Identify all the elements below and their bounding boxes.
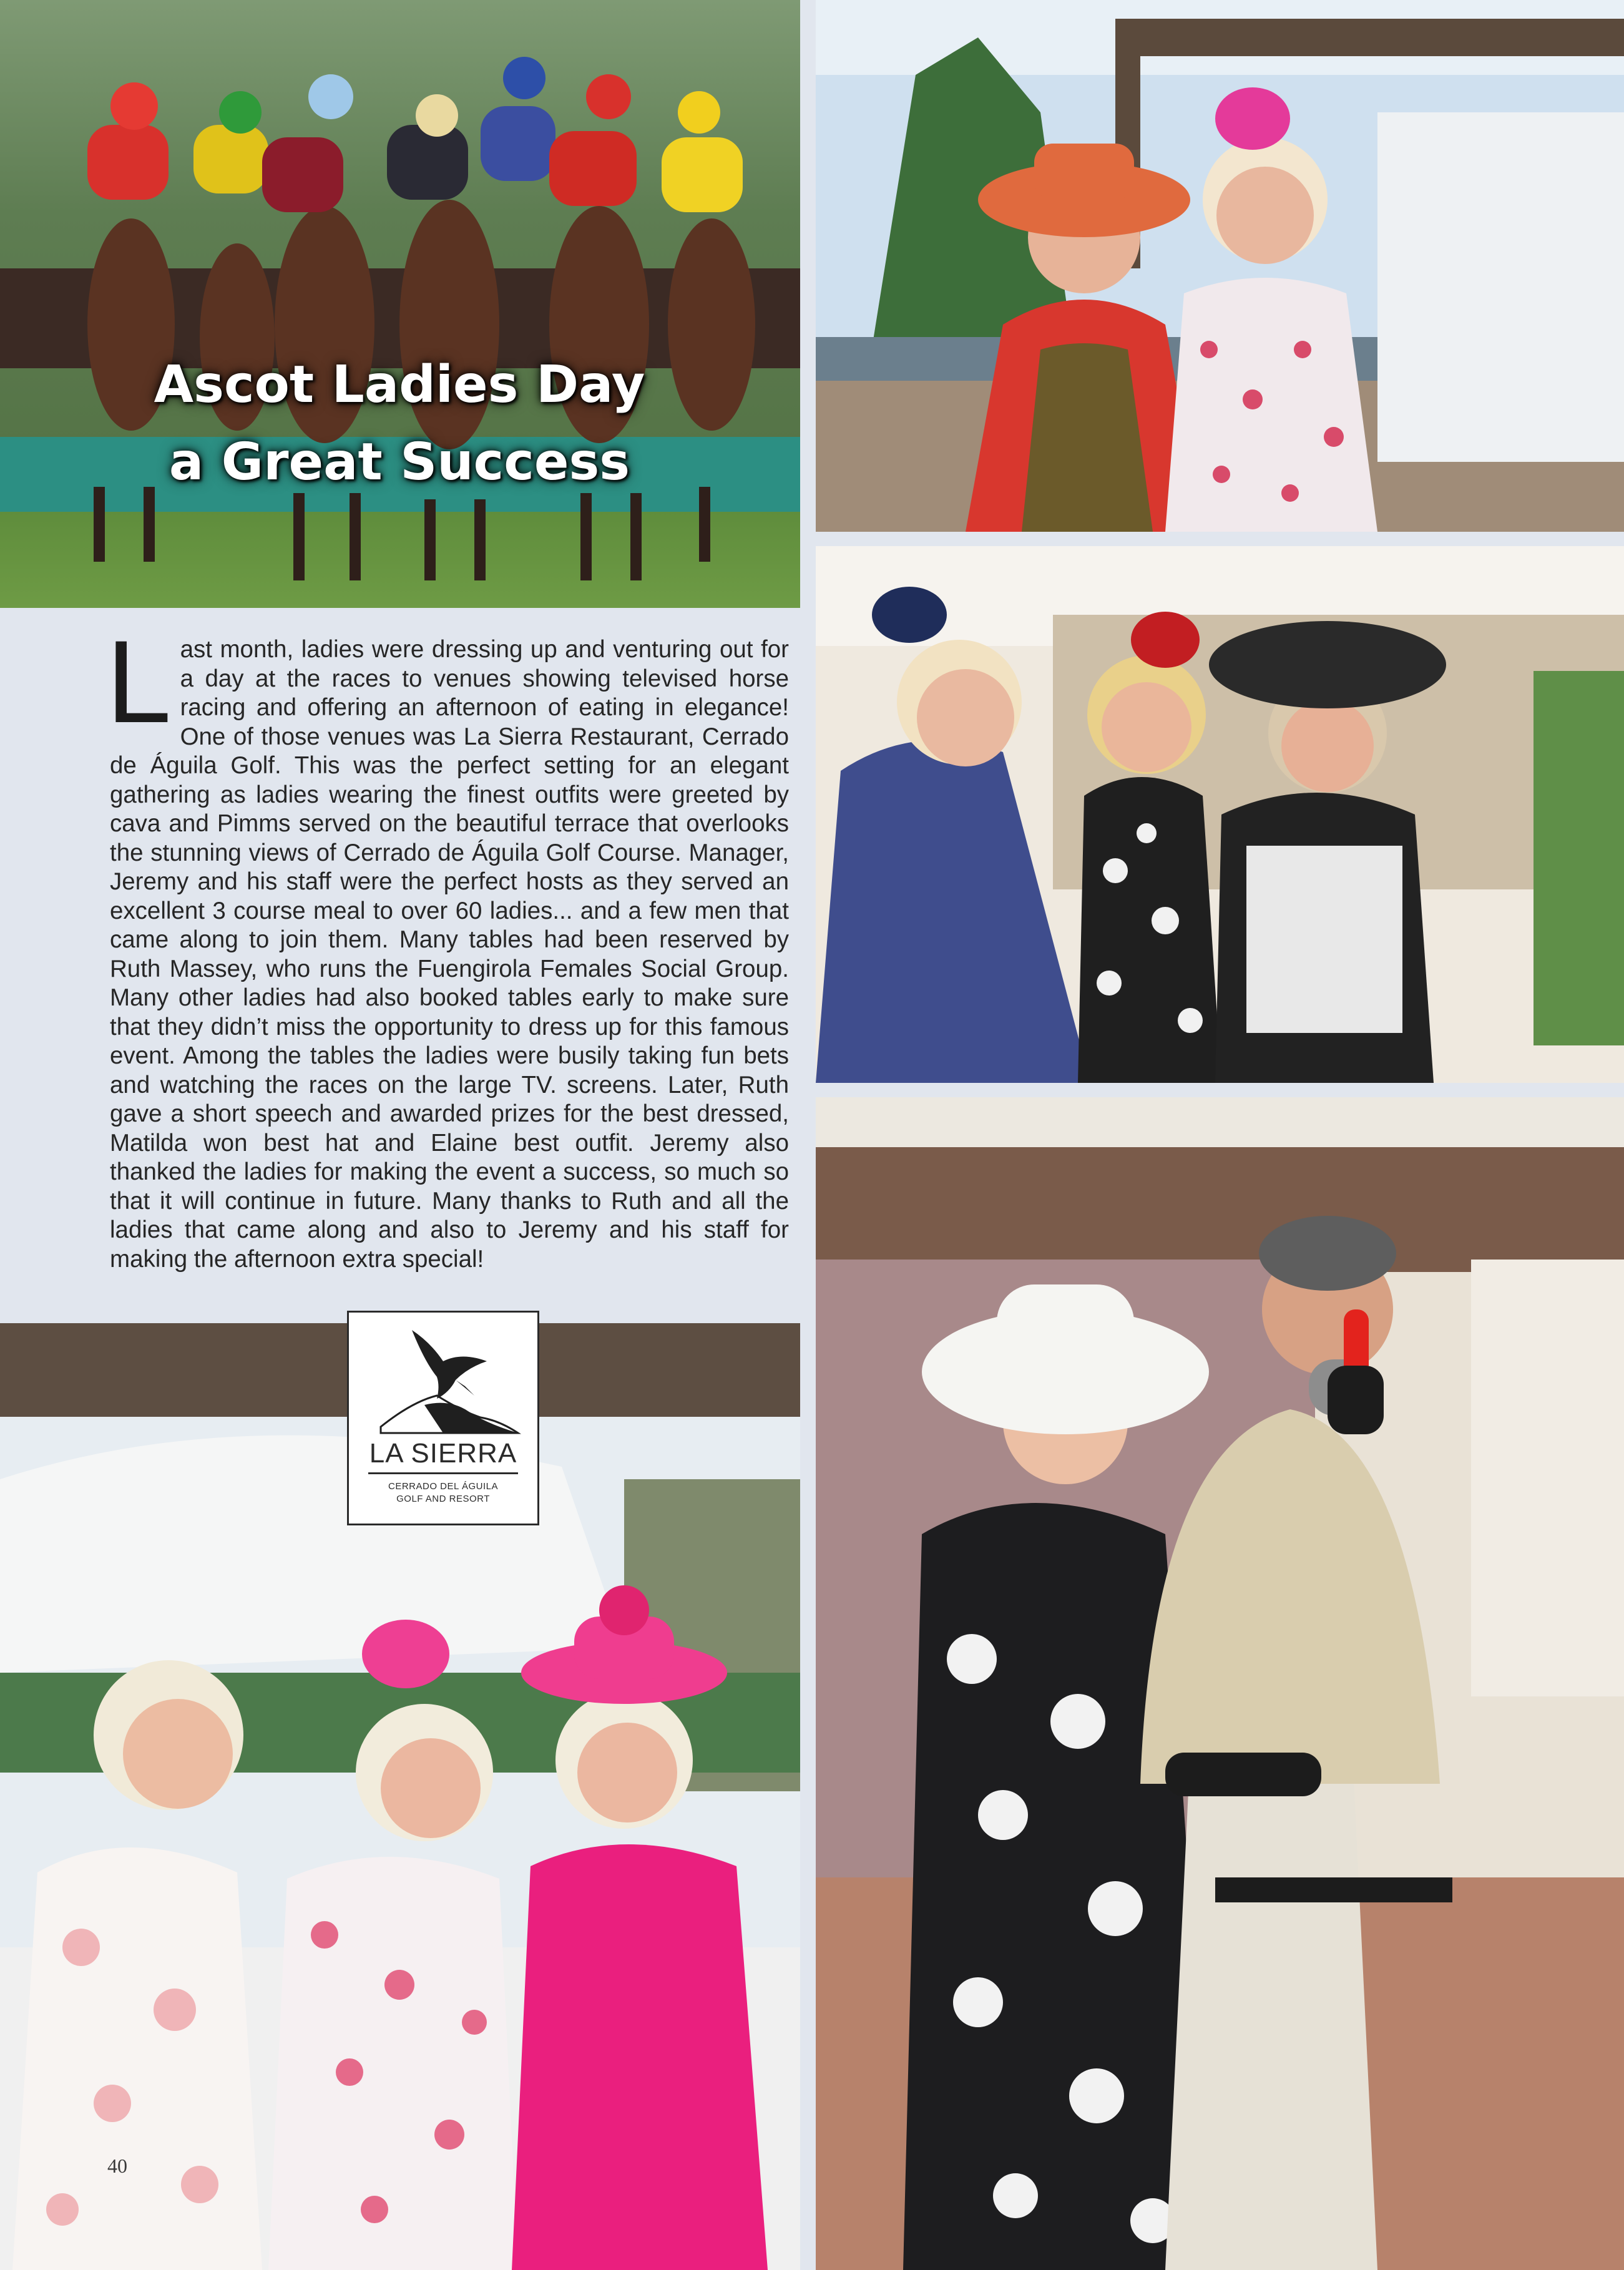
logo-subtitle-1: CERRADO DEL ÁGUILA <box>388 1481 498 1492</box>
photo-horse-race <box>0 0 800 608</box>
photo-speech-microphone <box>816 1097 1624 2270</box>
page-number: 40 <box>107 2155 127 2177</box>
photo-two-ladies-terrace <box>816 0 1624 532</box>
eagle-mountain-emblem <box>362 1318 524 1436</box>
photo-three-ladies-indoor <box>816 546 1624 1083</box>
article-body <box>106 616 789 1274</box>
article-headline <box>0 346 799 501</box>
logo-brand-name: LA SIERRA <box>369 1438 517 1469</box>
article-drop-cap: L <box>106 616 172 747</box>
logo-divider <box>368 1472 518 1474</box>
logo-subtitle-2: GOLF AND RESORT <box>396 1494 490 1504</box>
headline-line-2: a Great Success <box>169 432 630 492</box>
headline-line-1: Ascot Ladies Day <box>154 355 645 414</box>
la-sierra-logo <box>347 1311 539 1525</box>
article-text: ast month, ladies were dressing up and venturing out for a day at the races to venues showing televised horse racing and offering an afternoon of eating in elegance! One of those venues was La Sierra Restaurant, Cerrado de Águila Golf. This was the perfect setting for an elegant gathering as ladies wearing the finest outfits were greeted by cava and Pimms served on the beautiful terrace that overlooks the stunning views of Cerrado de Águila Golf Course. Manager, Jeremy and his staff were the perfect hosts as they served an excellent 3 course meal to over 60 ladies... and a few men that came along to join them. Many tables had been reserved by Ruth Massey, who runs the Fuengirola Females Social Group. Many other ladies had also booked tables early to make sure that they didn’t miss the opportunity to dress up for this famous event. Among the tables the ladies were busily taking fun bets and watching the races on the large TV. screens. Later, Ruth gave a short speech and awarded prizes for the best dressed, Matilda won best hat and Elaine best outfit. Jeremy also thanked the ladies for making the event a success, so much so that it will continue in future. Many thanks to Ruth and all the ladies that came along and also to Jeremy and his staff for making the afternoon extra special! <box>110 636 789 1273</box>
